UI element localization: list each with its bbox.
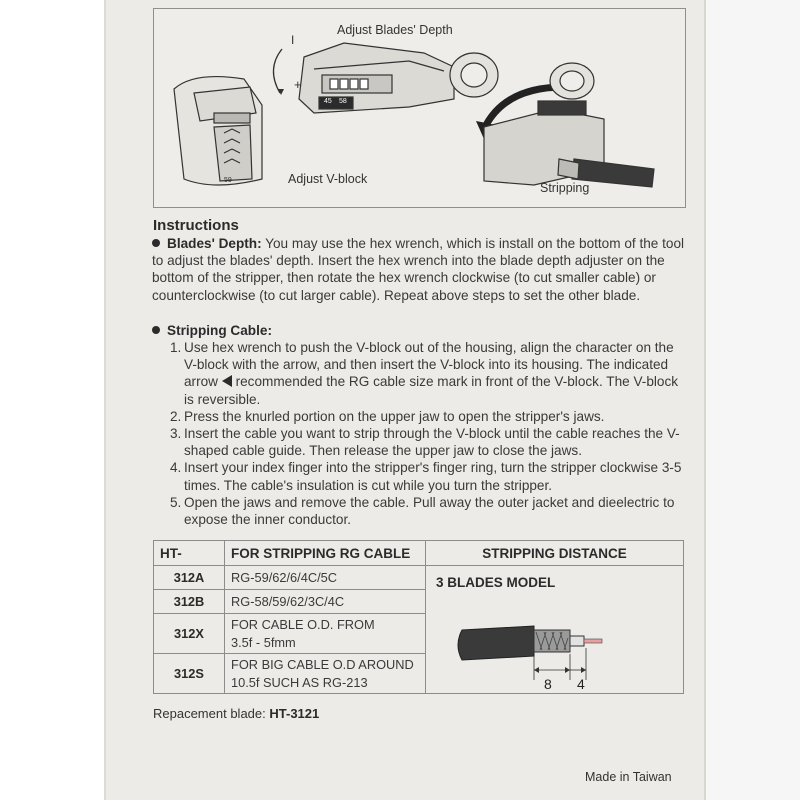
dimension-4: 4 bbox=[577, 676, 585, 692]
header-ht: HT- bbox=[154, 541, 225, 566]
label-minus: I bbox=[291, 33, 295, 47]
label-stripping: Stripping bbox=[540, 181, 590, 195]
spec-table bbox=[153, 540, 684, 694]
label-adjust-blades-depth: Adjust Blades' Depth bbox=[337, 23, 453, 37]
replacement-label: Repacement blade: bbox=[153, 706, 266, 721]
bullet-icon bbox=[152, 239, 160, 247]
vblock-inset bbox=[174, 77, 262, 185]
list-item: 5. Open the jaws and remove the cable. Pull away the outer jacket and dieelectric to expose the inner conductor. bbox=[170, 494, 675, 528]
label-num-59: 59 bbox=[224, 177, 232, 184]
bullet-icon bbox=[152, 326, 160, 334]
arrow-left-icon bbox=[222, 375, 232, 387]
rotate-arrow-icon bbox=[273, 49, 282, 93]
background-right bbox=[706, 0, 800, 800]
list-item: 3. Insert the cable you want to strip through the V-block until the cable reaches the V-shaped cable guide. Then release the upper jaw to close the jaws. bbox=[170, 426, 680, 459]
table-row: 312X FOR CABLE O.D. FROM 3.5f - 5fmm bbox=[154, 614, 684, 654]
replacement-blade-line bbox=[153, 706, 319, 721]
illustration-box bbox=[153, 8, 686, 208]
table-header-row bbox=[154, 541, 684, 566]
label-num-45: 45 bbox=[324, 98, 332, 105]
blades-depth-paragraph bbox=[152, 235, 692, 304]
stripper-tool-stripping bbox=[484, 63, 654, 187]
list-item: 1. Use hex wrench to push the V-block out of the housing, align the character on the V-block with the arrow, and then insert the V-block into its housing. The indicated arrow recommended the RG cable size mark in front of the V-block. The V-block is reversible. bbox=[170, 340, 679, 407]
tool-illustration bbox=[154, 9, 685, 207]
list-item: 2. Press the knurled portion on the upper jaw to open the stripper's jaws. bbox=[170, 408, 605, 424]
table-row: 312A RG-59/62/6/4C/5C 3 BLADES MODEL 8 4 bbox=[154, 566, 684, 590]
replacement-part: HT-3121 bbox=[269, 706, 320, 721]
cable-diagram bbox=[452, 612, 652, 692]
header-stripping-distance: STRIPPING DISTANCE bbox=[426, 541, 684, 566]
stripping-cable-heading: Stripping Cable: bbox=[167, 323, 272, 338]
dimension-8: 8 bbox=[544, 676, 552, 692]
header-rg-cable: FOR STRIPPING RG CABLE bbox=[225, 541, 426, 566]
instructions-title: Instructions bbox=[153, 217, 239, 234]
blades-depth-heading: Blades' Depth: bbox=[167, 236, 262, 251]
stripping-distance-cell bbox=[426, 566, 684, 694]
label-num-58: 58 bbox=[339, 98, 347, 105]
table-row: 312B RG-58/59/62/3C/4C bbox=[154, 590, 684, 614]
made-in-label: Made in Taiwan bbox=[585, 770, 672, 784]
stripping-steps-list bbox=[170, 339, 690, 528]
blades-depth-text: You may use the hex wrench, which is install on the bottom of the tool to adjust the blades' depth. Insert the hex wrench into the blade depth adjuster on the bottom of the stripper, then rotate the hex wrench clockwise (to cut smaller cable) or counterclockwise (to cut larger cable). Repeat above steps to set the other blade. bbox=[152, 236, 685, 303]
stripping-cable-heading-row bbox=[152, 322, 692, 339]
blades-model-label: 3 BLADES MODEL bbox=[436, 575, 556, 590]
label-plus: + bbox=[294, 77, 302, 92]
label-adjust-vblock: Adjust V-block bbox=[288, 172, 368, 186]
list-item: 4. Insert your index finger into the stripper's finger ring, turn the stripper clockwise 3-5 times. The cable's insulation is cut while you turn the stripper. bbox=[170, 460, 682, 493]
table-row: 312S FOR BIG CABLE O.D AROUND 10.5f SUCH AS RG-213 bbox=[154, 654, 684, 694]
